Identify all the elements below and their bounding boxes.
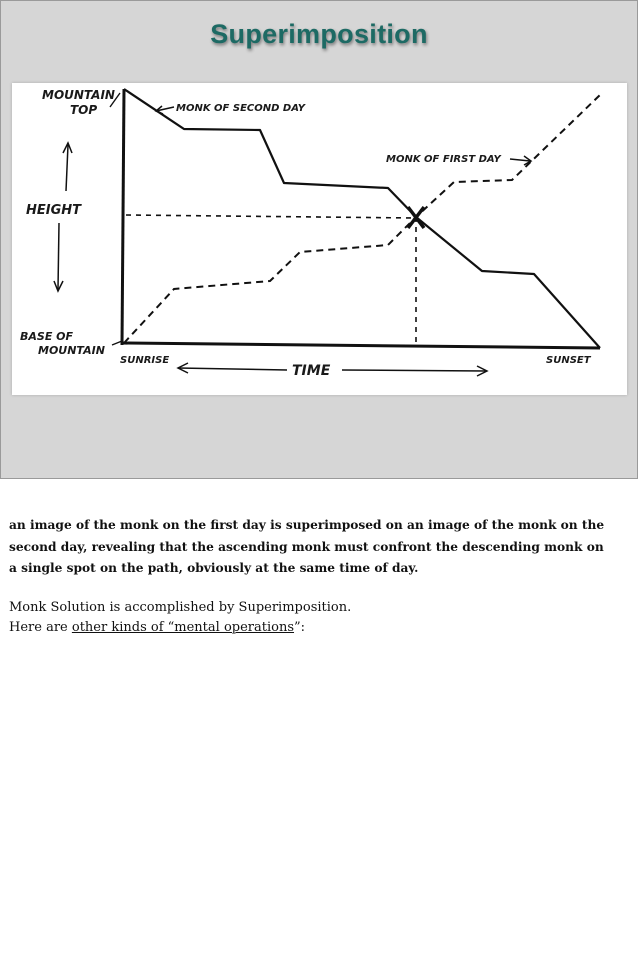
first-day-path (124, 93, 602, 343)
notes-line-3-suffix: ”: (294, 619, 306, 635)
time-arrow-right (342, 370, 486, 371)
height-arrow-up (66, 145, 68, 191)
notes-paragraph-1: an image of the monk on the first day is superimposed on an image of the monk on the second day, revealing that the ascending monk must confront the descending monk on a single spot on the path, obviously at the same time of day. (9, 518, 605, 575)
height-label: HEIGHT (26, 203, 82, 218)
mental-operations-link[interactable]: other kinds of “mental operations (71, 619, 295, 635)
monk-diagram (12, 83, 627, 395)
base-arrow (112, 341, 122, 345)
height-arrow-down (58, 223, 59, 289)
base-label-1: BASE OF (20, 330, 74, 343)
time-arrow-left (178, 368, 287, 370)
x-axis (122, 343, 600, 348)
time-label: TIME (292, 363, 331, 379)
notes-line-3 (9, 618, 609, 638)
second-day-path (124, 89, 600, 348)
sunrise-label: SUNRISE (120, 355, 170, 366)
first-day-label-arrow (510, 159, 530, 161)
sunset-label: SUNSET (546, 355, 591, 366)
monk-first-day-label: MONK OF FIRST DAY (386, 154, 501, 165)
slide-title: Superimposition (210, 19, 428, 49)
meeting-height-guide (126, 215, 416, 218)
y-axis (122, 89, 124, 345)
mountain-top-label-1: MOUNTAIN (42, 88, 115, 102)
speaker-notes (9, 515, 609, 638)
base-label-2: MOUNTAIN (38, 344, 105, 357)
mountain-top-label-2: TOP (70, 103, 98, 117)
notes-line-3-prefix: Here are (9, 619, 72, 635)
monk-second-day-label: MONK OF SECOND DAY (176, 103, 306, 114)
monk-diagram-svg (12, 83, 627, 395)
notes-line-2: Monk Solution is accomplished by Superimposition. (9, 599, 352, 615)
